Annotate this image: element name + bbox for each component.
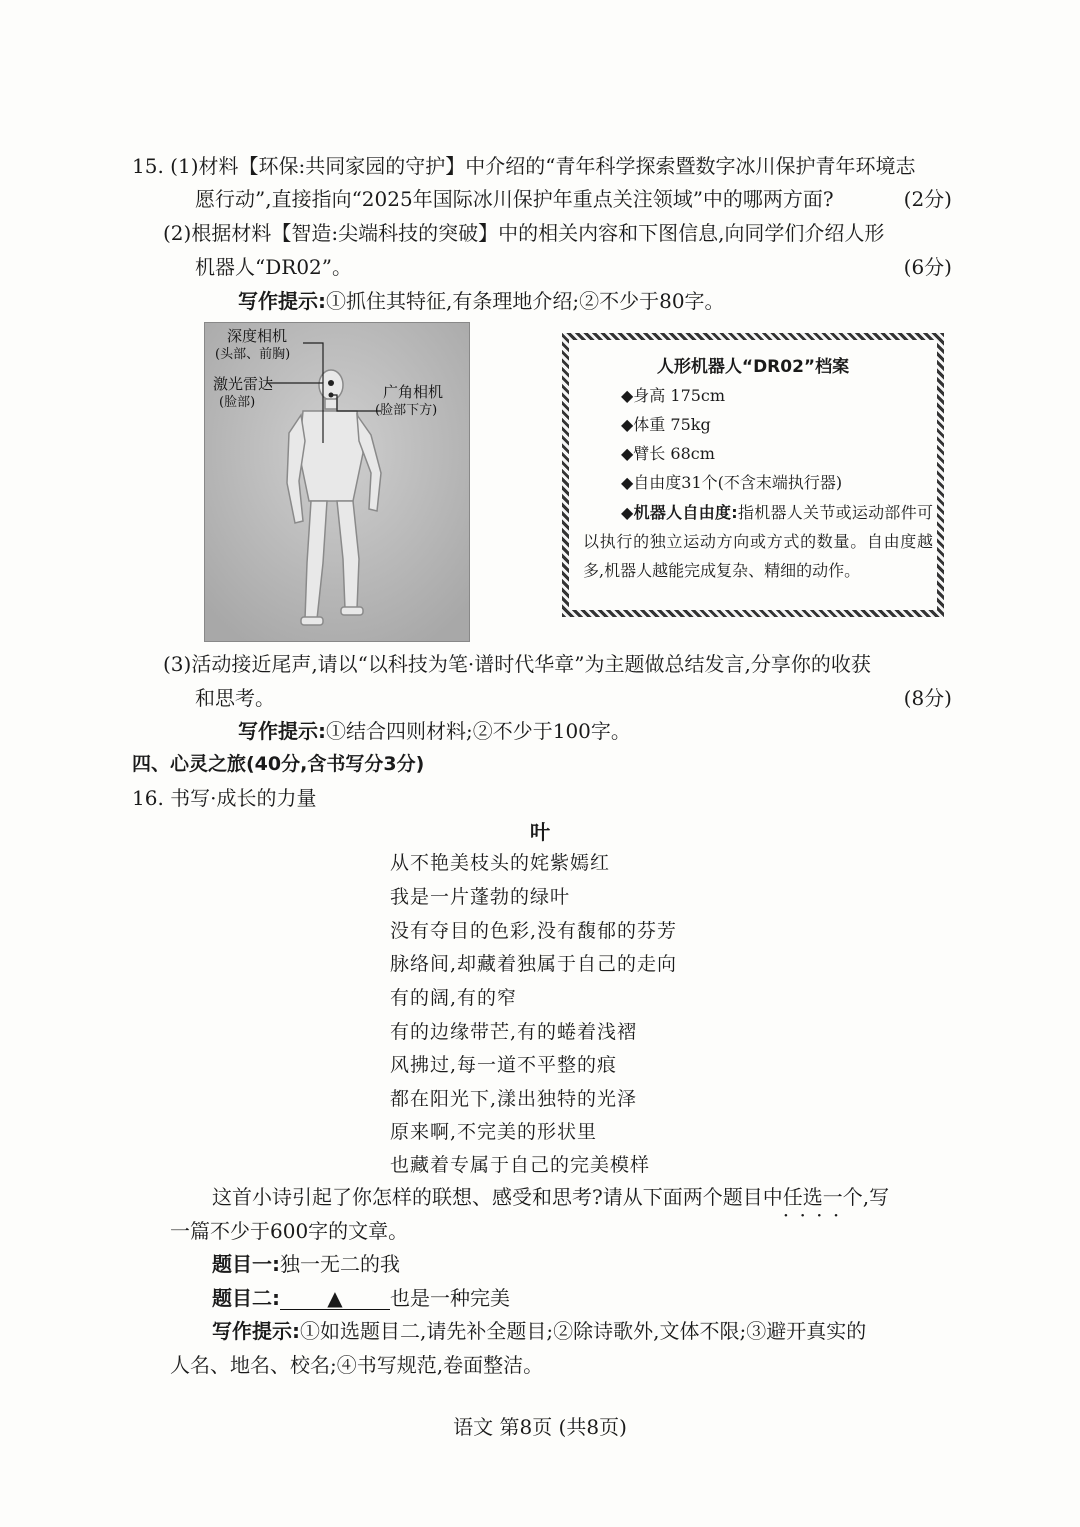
topic-two-text: 也是一种完美 bbox=[390, 1286, 510, 1310]
prompt-text-end: ,写 bbox=[862, 1185, 890, 1209]
depth-camera-location: (头部、前胸) bbox=[215, 347, 291, 362]
prompt-text: 这首小诗引起了你怎样的联想、感受和思考?请从下面两个题目中 bbox=[212, 1185, 783, 1209]
hint-text: ①如选题目二,请先补全题目;②除诗歌外,文体不限;③避开真实的 bbox=[300, 1319, 867, 1343]
poem-line: 脉络间,却藏着独属于自己的走向 bbox=[390, 953, 678, 975]
spec-weight: ◆体重 75kg bbox=[621, 415, 711, 434]
poem-line: 原来啊,不完美的形状里 bbox=[390, 1121, 598, 1143]
prompt-hint-line1 bbox=[212, 1317, 866, 1345]
wide-camera-location: (脸部下方) bbox=[375, 403, 438, 418]
prompt-line2: 一篇不少于600字的文章。 bbox=[170, 1219, 409, 1243]
q15-part2-line1: (2)根据材料【智造:尖端科技的突破】中的相关内容和下图信息,向同学们介绍人形 bbox=[163, 221, 885, 245]
hint-label: 写作提示: bbox=[238, 719, 326, 743]
wide-camera-label: 广角相机 bbox=[383, 383, 444, 401]
q15-part3-line1: (3)活动接近尾声,请以“以科技为笔·谱时代华章”为主题做总结发言,分享你的收获 bbox=[163, 652, 871, 676]
robot-illustration bbox=[205, 323, 469, 641]
topic-two bbox=[212, 1284, 510, 1312]
topic-one bbox=[212, 1250, 400, 1278]
poem-line: 没有夺目的色彩,没有馥郁的芬芳 bbox=[390, 920, 678, 942]
poem-line: 我是一片蓬勃的绿叶 bbox=[390, 886, 571, 908]
hint-label: 写作提示: bbox=[212, 1319, 300, 1343]
q15-part1-score: (2分) bbox=[903, 187, 952, 211]
q16-title: 16. 书写·成长的力量 bbox=[132, 786, 317, 810]
lidar-location: (脸部) bbox=[219, 395, 256, 410]
robot-photo bbox=[204, 322, 470, 642]
topic-two-blank: ▲ bbox=[280, 1287, 390, 1310]
section4-heading: 四、心灵之旅(40分,含书写分3分) bbox=[132, 753, 425, 775]
poem-title: 叶 bbox=[530, 820, 550, 844]
hint-text: ①抓住其特征,有条理地介绍;②不少于80字。 bbox=[326, 289, 725, 313]
prompt-emphasis: 任选一个 · · · · bbox=[783, 1185, 863, 1209]
topic-one-text: 独一无二的我 bbox=[280, 1252, 400, 1276]
q15-part2-line2: 机器人“DR02”。 bbox=[195, 255, 352, 279]
q15-part3-score: (8分) bbox=[903, 686, 952, 710]
poem-line: 都在阳光下,漾出独特的光泽 bbox=[390, 1088, 638, 1110]
poem-line: 从不艳美枝头的姹紫嫣红 bbox=[390, 852, 611, 874]
q15-part2-score: (6分) bbox=[903, 255, 952, 279]
spec-def-term: ◆机器人自由度: bbox=[621, 503, 738, 522]
prompt-hint-line2: 人名、地名、校名;④书写规范,卷面整洁。 bbox=[170, 1353, 544, 1377]
poem-line: 有的边缘带芒,有的蜷着浅褶 bbox=[390, 1021, 638, 1043]
depth-camera-label: 深度相机 bbox=[227, 327, 288, 345]
q15-part2-hint bbox=[238, 287, 725, 315]
topic-two-label: 题目二: bbox=[212, 1286, 280, 1310]
spec-def-text: 指机器人关节或运动部件可以执行的独立运动方向或方式的数量。自由度越多,机器人越能完成复杂、精细的动作。 bbox=[583, 503, 933, 580]
topic-one-label: 题目一: bbox=[212, 1252, 280, 1276]
prompt-line1 bbox=[212, 1183, 889, 1211]
q15-part3-hint bbox=[238, 717, 631, 745]
poem-line: 有的阔,有的窄 bbox=[390, 987, 518, 1009]
lidar-label: 激光雷达 bbox=[213, 375, 274, 393]
spec-dof-definition bbox=[583, 498, 933, 585]
hint-text: ①结合四则材料;②不少于100字。 bbox=[326, 719, 631, 743]
page-footer: 语文 第8页 (共8页) bbox=[453, 1415, 627, 1439]
q15-part1-line2: 愿行动”,直接指向“2025年国际冰川保护年重点关注领域”中的哪两方面? bbox=[195, 187, 834, 211]
hint-label: 写作提示: bbox=[238, 289, 326, 313]
spec-dof: ◆自由度31个(不含末端执行器) bbox=[621, 473, 843, 492]
robot-spec-card bbox=[562, 333, 944, 617]
poem-line: 也藏着专属于自己的完美模样 bbox=[390, 1154, 651, 1176]
poem-line: 风拂过,每一道不平整的痕 bbox=[390, 1054, 618, 1076]
spec-title: 人形机器人“DR02”档案 bbox=[656, 357, 850, 377]
q15-part1-line1: 15. (1)材料【环保:共同家园的守护】中介绍的“青年科学探索暨数字冰川保护青年环境志 bbox=[132, 154, 916, 178]
spec-height: ◆身高 175cm bbox=[621, 386, 726, 405]
q15-part3-line2: 和思考。 bbox=[195, 686, 275, 710]
spec-arm-length: ◆臂长 68cm bbox=[621, 444, 715, 463]
